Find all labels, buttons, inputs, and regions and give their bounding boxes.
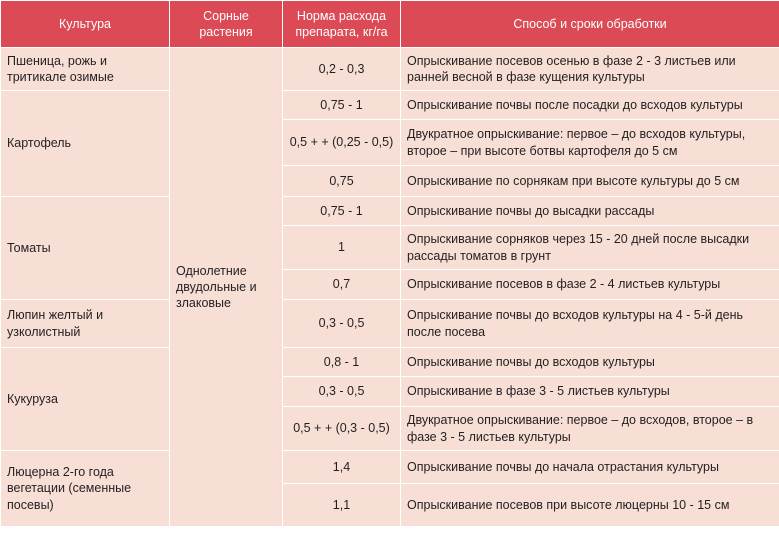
crop-cell: Люпин желтый и узколистный bbox=[1, 300, 170, 348]
rate-cell: 0,75 - 1 bbox=[283, 197, 401, 226]
rate-cell: 1,1 bbox=[283, 484, 401, 527]
method-cell: Двукратное опрыскивание: первое – до всходов культуры, второе – при высоте ботвы картофеля до 5 см bbox=[401, 120, 779, 166]
method-cell: Двукратное опрыскивание: первое – до всходов, второе – в фазе 3 - 5 листьев культуры bbox=[401, 407, 779, 451]
method-cell: Опрыскивание почвы до всходов культуры bbox=[401, 348, 779, 377]
rate-cell: 1 bbox=[283, 226, 401, 270]
header-crop: Культура bbox=[1, 1, 170, 48]
crop-cell: Люцерна 2-го года вегетации (семенные посевы) bbox=[1, 451, 170, 527]
header-weeds: Сорные растения bbox=[170, 1, 283, 48]
rate-cell: 1,4 bbox=[283, 451, 401, 484]
header-rate: Норма расхода препарата, кг/га bbox=[283, 1, 401, 48]
method-cell: Опрыскивание почвы до всходов культуры на 4 - 5-й день после посева bbox=[401, 300, 779, 348]
rate-cell: 0,3 - 0,5 bbox=[283, 377, 401, 407]
rate-cell: 0,3 - 0,5 bbox=[283, 300, 401, 348]
crop-cell: Кукуруза bbox=[1, 348, 170, 451]
rate-cell: 0,7 bbox=[283, 270, 401, 300]
crop-cell: Томаты bbox=[1, 197, 170, 300]
method-cell: Опрыскивание посевов при высоте люцерны 10 - 15 см bbox=[401, 484, 779, 527]
crop-cell: Картофель bbox=[1, 91, 170, 197]
table-row bbox=[1, 48, 779, 91]
weeds-cell: Однолетние двудольные и злаковые bbox=[170, 48, 283, 527]
method-cell: Опрыскивание почвы до высадки рассады bbox=[401, 197, 779, 226]
header-method: Способ и сроки обработки bbox=[401, 1, 779, 48]
table-row bbox=[1, 348, 779, 377]
table-row bbox=[1, 451, 779, 484]
table-row bbox=[1, 91, 779, 120]
table-row bbox=[1, 300, 779, 348]
method-cell: Опрыскивание почвы после посадки до всходов культуры bbox=[401, 91, 779, 120]
method-cell: Опрыскивание по сорнякам при высоте культуры до 5 см bbox=[401, 166, 779, 197]
method-cell: Опрыскивание почвы до начала отрастания культуры bbox=[401, 451, 779, 484]
rate-cell: 0,5 + + (0,25 - 0,5) bbox=[283, 120, 401, 166]
crop-cell: Пшеница, рожь и тритикале озимые bbox=[1, 48, 170, 91]
method-cell: Опрыскивание сорняков через 15 - 20 дней после высадки рассады томатов в грунт bbox=[401, 226, 779, 270]
rate-cell: 0,75 - 1 bbox=[283, 91, 401, 120]
method-cell: Опрыскивание в фазе 3 - 5 листьев культуры bbox=[401, 377, 779, 407]
method-cell: Опрыскивание посевов осенью в фазе 2 - 3 листьев или ранней весной в фазе кущения культуры bbox=[401, 48, 779, 91]
table-header-row bbox=[1, 1, 779, 48]
method-cell: Опрыскивание посевов в фазе 2 - 4 листьев культуры bbox=[401, 270, 779, 300]
rate-cell: 0,5 + + (0,3 - 0,5) bbox=[283, 407, 401, 451]
table-row bbox=[1, 197, 779, 226]
rate-cell: 0,8 - 1 bbox=[283, 348, 401, 377]
rate-cell: 0,2 - 0,3 bbox=[283, 48, 401, 91]
rate-cell: 0,75 bbox=[283, 166, 401, 197]
